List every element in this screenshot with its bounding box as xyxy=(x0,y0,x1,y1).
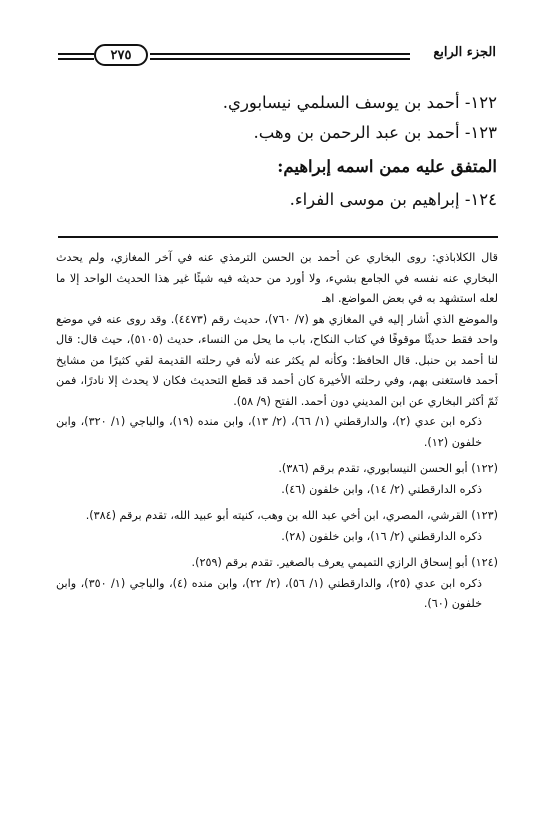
main-text xyxy=(52,88,497,215)
footnote-paragraph: قال الكلاباذي: روى البخاري عن أحمد بن الحسن الترمذي عنه في آخر المغازي، ولم يحدث البخاري عنه نفسه في الجامع بشيء، ولا أورد من حديثه فيه شيئًا غير هذا الحديث الواحد إلا ما لعله استشهد به في بعض المواضع. اهـ xyxy=(56,251,498,305)
page-number: ٢٧٥ xyxy=(94,44,148,66)
footnote-paragraph: والموضع الذي أشار إليه في المغازي هو (٧/ ٧٦٠)، حديث رقم (٤٤٧٣). وقد روى عنه في موضع واحد فقط حديثًا موقوفًا في كتاب النكاح، باب ما يحل من النساء، حديث (٥١٠٥)، حيث قال: قال لنا أحمد بن حنبل. قال الحافظ: وكأنه لم يكثر عنه لأنه في رحلته القديمة لقي كثيرًا من مشايخ أحمد فاستغنى بهم، وفي رحلته الأخيرة كان أحمد قد قطع التحديث فكان لا يحدث إلا نادرًا، فمن ثَمّ أكثر البخاري عن ابن المديني دون أحمد. الفتح (٩/ ٥٨). xyxy=(56,312,499,408)
footnote-paragraph: ذكره ابن عدي (٢٥)، والدارقطني (١/ ٥٦)، (٢/ ٢٢)، وابن منده (٤)، والباجي (١/ ٣٥٠)، وابن خلفون (٦٠). xyxy=(56,576,482,610)
footnote-paragraph: (١٢٤) أبو إسحاق الرازي التميمي يعرف بالصغير. تقدم برقم (٢٥٩). xyxy=(191,556,498,569)
footnotes xyxy=(56,248,498,615)
footnote-paragraph: (١٢٣) القرشي، المصري، ابن أخي عبد الله بن وهب، كنيته أبو عبيد الله، تقدم برقم (٣٨٤). xyxy=(85,509,498,522)
header-rule xyxy=(150,53,410,55)
footnote-divider xyxy=(58,236,498,238)
running-header xyxy=(58,44,496,70)
entry-123: ١٢٣- أحمد بن عبد الرحمن بن وهب. xyxy=(253,123,497,142)
footnote-paragraph: ذكره الدارقطني (٢/ ١٤)، وابن خلفون (٤٦). xyxy=(281,482,482,496)
header-rule xyxy=(58,53,94,55)
volume-title: الجزء الرابع xyxy=(433,45,496,60)
footnote-paragraph: ذكره الدارقطني (٢/ ١٦)، وابن خلفون (٢٨). xyxy=(281,529,482,543)
entry-124: ١٢٤- إبراهيم بن موسى الفراء. xyxy=(289,190,497,209)
header-rule xyxy=(58,58,94,60)
header-rule xyxy=(150,58,410,60)
entry-122: ١٢٢- أحمد بن يوسف السلمي نيسابوري. xyxy=(222,93,497,112)
footnote-paragraph: ذكره ابن عدي (٢)، والدارقطني (١/ ٦٦)، (٢/ ١٣)، وابن منده (١٩)، والباجي (١/ ٣٢٠)، وابن خلفون (١٢). xyxy=(56,415,482,449)
section-heading: المتفق عليه ممن اسمه إبراهيم: xyxy=(277,157,497,176)
footnote-paragraph: (١٢٢) أبو الحسن النيسابوري، تقدم برقم (٣٨٦). xyxy=(278,462,498,475)
